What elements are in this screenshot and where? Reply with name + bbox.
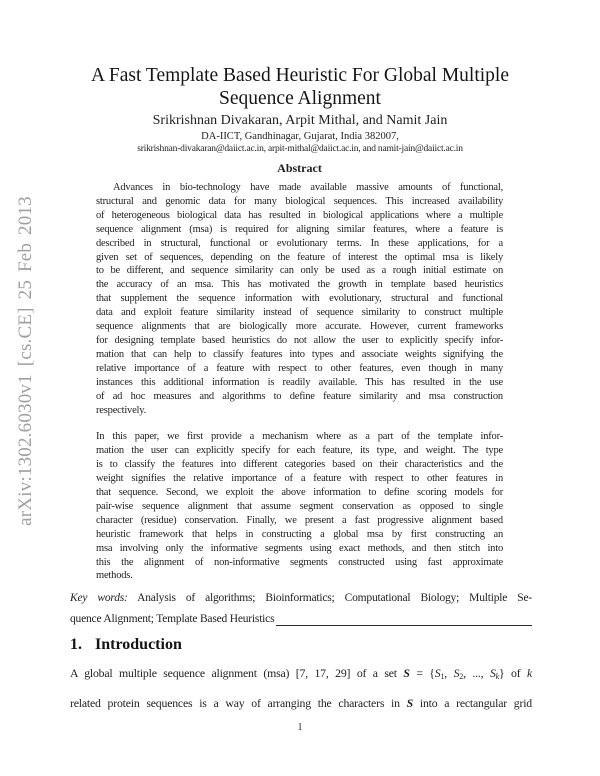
text-line: respectively. xyxy=(96,404,147,416)
text-line: Sequence Alignment xyxy=(219,88,381,109)
text-line: weight signifies the relative importance of a feature with respect to other features in xyxy=(96,473,503,485)
text-line: msa involving only the informative segments using exact methods, and then stitch into xyxy=(96,542,503,554)
emails-line: srikrishnan-divakaran@daiict.ac.in, arpit-mithal@daiict.ac.in, and namit-jain@daiict.ac.in xyxy=(137,144,463,154)
text-line: mation that can help to classify features into types and associate weights signifying the xyxy=(96,348,503,360)
paper-header xyxy=(0,64,600,155)
text-segment: S xyxy=(434,666,441,680)
text-line: In this paper, we first provide a mechanism where as a part of the template infor- xyxy=(96,431,503,443)
abstract-section xyxy=(96,161,503,583)
section-number: 1. xyxy=(70,636,82,653)
page-number: 1 xyxy=(297,721,303,733)
text-line: sequence alignments that are biologically more accurate. However, current frameworks xyxy=(96,321,503,333)
text-line: that sequence. Second, we exploit the above information to define scoring models for xyxy=(96,487,503,499)
text-segment: S xyxy=(489,666,496,680)
keywords-line-tail: quence Alignment; Template Based Heuristics xyxy=(70,613,275,625)
text-line: that supplement the sequence information with evolutionary, structural and functional xyxy=(96,293,503,305)
text-segment: } of xyxy=(499,666,527,680)
text-segment: S xyxy=(406,696,414,710)
text-line: character (residue) conservation. Finally, we present a fast progressive alignment based xyxy=(96,514,503,526)
text-segment: k xyxy=(495,672,499,681)
text-line: sequence alignment (msa) is required for aligning similar features, where a feature is xyxy=(96,223,503,235)
text-line: Advances in bio-technology have made available massive amounts of functional, xyxy=(113,182,503,193)
text-line: is to classify the features into different categories based on their characteristics and the xyxy=(96,459,503,471)
intro-line-1 xyxy=(70,660,532,690)
text-line: instances this additional information is readily available. This has resulted in the use xyxy=(96,376,503,388)
abstract-paragraph-1 xyxy=(96,181,503,417)
text-segment: = { xyxy=(409,666,435,680)
abstract-paragraph-2 xyxy=(96,430,503,583)
section-title: Introduction xyxy=(95,636,182,653)
intro-paragraph xyxy=(70,660,532,717)
arxiv-watermark: arXiv:1302.6030v1 [cs.CE] 25 Feb 2013 xyxy=(15,196,36,526)
text-line: mation the user can explicitly specify for each feature, its type, and weight. The type xyxy=(96,445,503,457)
text-line: pair-wise sequence alignment that assume segment conservation as opposed to single xyxy=(96,500,503,512)
text-segment: Analysis of algorithms; Bioinformatics; Computational Biology; Multiple Se- xyxy=(127,592,532,604)
section-heading xyxy=(70,636,182,654)
text-line: structural and genomic data for many biological sequences. This increased availability xyxy=(96,195,503,207)
text-segment: S xyxy=(453,666,460,680)
text-segment: , xyxy=(444,666,454,680)
intro-line-2 xyxy=(70,690,532,717)
keywords-line xyxy=(70,588,532,609)
text-line: this the alignment of non-informative segments constructed using fast approximate xyxy=(96,556,503,568)
text-line: of heterogeneous biological data has resulted in biological applications where a multiple xyxy=(96,209,503,221)
text-segment: 1 xyxy=(440,672,445,681)
text-line: heuristic framework that helps in constructing a global msa by first constructing an xyxy=(96,528,503,540)
text-line: of ad hoc measures and algorithms to define feature similarity and msa construction xyxy=(96,390,503,402)
text-segment: S xyxy=(403,666,410,680)
text-line: the accuracy of an msa. This has motivated the growth in template based heuristics xyxy=(96,279,503,291)
text-segment: k xyxy=(526,666,533,680)
text-line: given set of sequences, depending on the feature of interest the optimal msa is likely xyxy=(96,251,503,263)
authors-line: Srikrishnan Divakaran, Arpit Mithal, and Namit Jain xyxy=(152,113,448,128)
text-line: described in structural, functional or evolutionary terms. In these applications, for a xyxy=(96,237,503,249)
affiliation-line: DA-IICT, Gandhinagar, Gujarat, India 382007, xyxy=(201,131,399,142)
text-segment: related protein sequences is a way of arranging the characters in xyxy=(70,696,407,710)
text-line: to be different, and sequence similarity can only be used as a rough initial estimate on xyxy=(96,265,503,277)
keywords-rule xyxy=(276,625,532,626)
text-segment: , ..., xyxy=(463,666,490,680)
text-line: data and exploit feature similarity instead of sequence similarity to construct multiple xyxy=(96,307,503,319)
text-segment: into a rectangular grid xyxy=(413,696,532,710)
keywords-section xyxy=(70,588,532,630)
paper-title xyxy=(0,64,600,110)
text-segment: A global multiple sequence alignment (msa) [7, 17, 29] of a set xyxy=(70,666,404,680)
text-segment: 2 xyxy=(459,672,464,681)
text-line: for designing template based heuristics do not allow the user to explicitly specify infor- xyxy=(96,334,503,346)
text-segment: Key words: xyxy=(70,592,128,604)
text-line: A Fast Template Based Heuristic For Global Multiple xyxy=(90,65,509,86)
text-line: relative importance of a feature with respect to other features, even though in many xyxy=(96,362,503,374)
text-line: methods. xyxy=(96,570,133,582)
abstract-heading: Abstract xyxy=(277,161,322,175)
keywords-line xyxy=(70,609,532,630)
